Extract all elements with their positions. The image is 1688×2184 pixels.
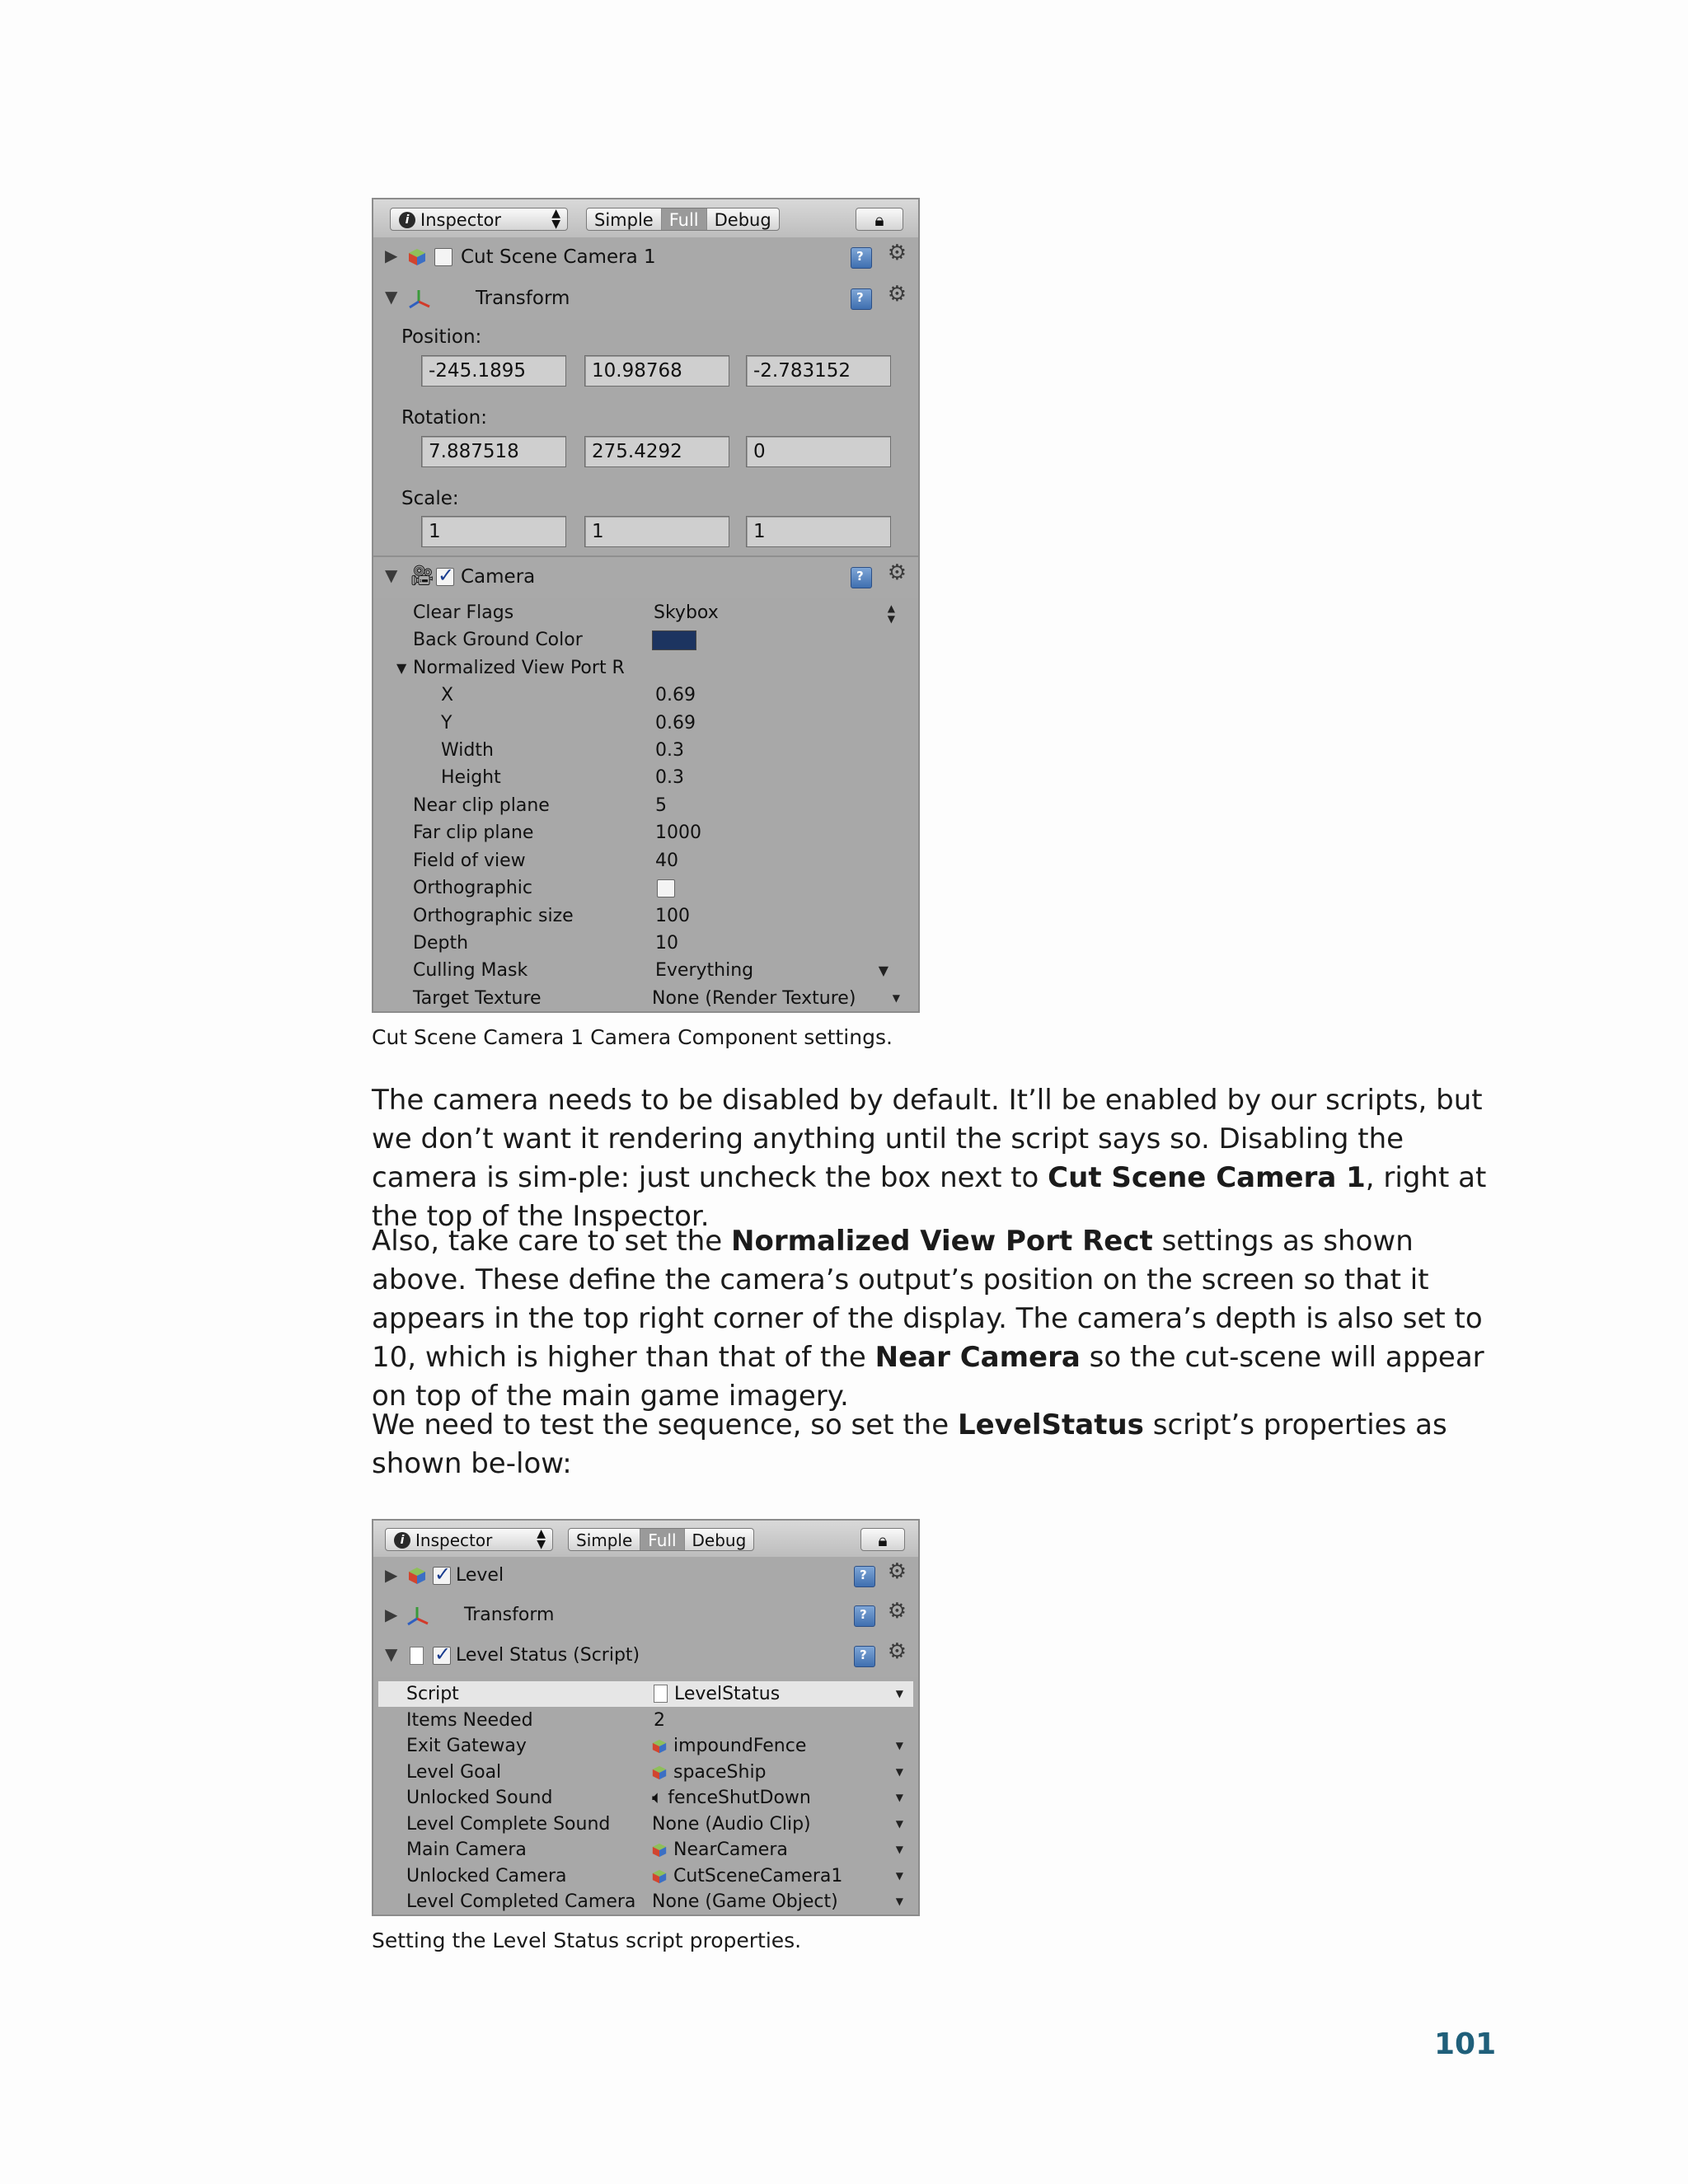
expand-triangle-icon[interactable]: ▶ [385,1565,398,1585]
dropdown-arrow-icon[interactable]: ▼ [895,1896,903,1907]
gameobject-cube-icon [408,248,426,266]
gear-icon[interactable]: ⚙ [887,1639,907,1664]
script-properties [373,1681,918,1916]
gear-icon[interactable]: ⚙ [887,282,907,307]
rotation-z-field[interactable]: 0 [746,436,891,467]
prop-label: Field of view [413,851,526,871]
orthographic-checkbox[interactable] [657,879,675,898]
prop-row-unlocked-camera[interactable] [373,1863,918,1889]
expand-triangle-icon[interactable]: ▶ [385,246,398,265]
camera-header [373,555,918,598]
collapse-triangle-icon[interactable]: ▼ [396,660,407,676]
rotation-label: Rotation: [401,407,487,429]
bold-term: Cut Scene Camera 1 [1048,1161,1366,1194]
scale-label: Scale: [401,488,459,509]
prop-value: 1000 [655,823,701,843]
mode-full-button[interactable]: Full [661,209,706,230]
mode-debug-button[interactable]: Debug [684,1529,754,1550]
camera-title: Camera [461,566,536,588]
prop-row-x[interactable] [373,682,918,708]
position-z-field[interactable]: -2.783152 [746,355,891,387]
gameobject-active-checkbox[interactable] [433,1567,451,1585]
prop-value [652,1760,767,1785]
prop-label: Level Goal [406,1761,502,1783]
prop-row-height[interactable] [373,765,918,790]
prop-label: Normalized View Port R [413,658,625,678]
camera-icon: 🎥︎ [410,564,435,587]
gameobject-cube-icon [408,1567,426,1585]
gear-icon[interactable]: ⚙ [887,241,907,265]
script-enabled-checkbox[interactable] [433,1647,451,1665]
help-icon[interactable] [854,1566,875,1587]
lock-icon: 🔒︎ [874,210,884,230]
dropdown-arrow-icon[interactable]: ▼ [895,1869,903,1882]
prop-value: 0.69 [655,685,696,705]
camera-enabled-checkbox[interactable] [436,568,454,586]
info-icon: i [394,1532,410,1549]
inspector-panel-level-status [372,1519,920,1916]
collapse-triangle-icon[interactable]: ▼ [385,287,398,307]
prop-row-near-clip[interactable] [373,793,918,818]
script-component-header [373,1636,918,1677]
prop-row-viewport-rect[interactable] [373,655,918,681]
help-icon[interactable] [851,567,872,588]
updown-arrows-icon: ▲ ▼ [537,1528,546,1551]
help-icon[interactable] [854,1605,875,1627]
cube-icon [652,1765,667,1780]
prop-value [652,1733,806,1759]
mode-debug-button[interactable]: Debug [706,209,779,230]
dropdown-arrow-icon[interactable]: ▼ [895,1688,903,1699]
updown-arrows-icon: ▲ ▼ [887,602,895,625]
prop-row-field-of-view[interactable] [373,848,918,874]
mode-switcher [568,1528,754,1551]
inspector-toolbar [373,1521,918,1558]
prop-label: Main Camera [406,1840,527,1860]
prop-label: Level Completed Camera [406,1891,636,1912]
transform-title: Transform [476,288,570,309]
dropdown-arrow-icon[interactable]: ▼ [895,1844,903,1855]
prop-value: None (Render Texture) [652,988,856,1009]
script-file-icon [410,1647,424,1665]
mode-full-button[interactable]: Full [640,1529,683,1550]
inspector-toolbar [373,199,918,239]
prop-row-background-color[interactable] [373,627,918,653]
position-label: Position: [401,326,482,348]
transform-header [373,279,918,320]
expand-triangle-icon[interactable]: ▶ [385,1605,398,1624]
prop-value: None (Game Object) [652,1891,838,1912]
figure-caption-2: Setting the Level Status script properties. [372,1929,802,1952]
transform-axes-icon [406,1605,429,1627]
object-ref: fenceShutDown [668,1788,811,1808]
prop-row-level-completed-camera[interactable] [373,1889,918,1915]
gear-icon[interactable]: ⚙ [887,1599,907,1624]
dropdown-arrow-icon[interactable]: ▼ [878,963,889,978]
position-y-field[interactable]: 10.98768 [584,355,729,387]
gear-icon[interactable]: ⚙ [887,1559,907,1584]
camera-properties [373,600,918,1012]
lock-icon: 🔒︎ [878,1530,888,1550]
help-icon[interactable] [851,288,872,310]
gameobject-header [373,237,918,280]
prop-value: 0.3 [655,740,684,761]
inspector-tab-label: Inspector [420,210,501,230]
info-icon: i [399,212,415,228]
text: Also, take care to set the [372,1225,732,1258]
cube-icon [652,1843,667,1858]
lock-button[interactable] [856,208,903,231]
bold-term: Near Camera [874,1341,1081,1374]
prop-label: Far clip plane [413,823,534,843]
prop-label: Width [441,740,494,761]
prop-row-y[interactable] [373,710,918,736]
collapse-triangle-icon[interactable]: ▼ [385,1644,398,1664]
updown-arrows-icon: ▲ ▼ [551,208,560,231]
gameobject-name: Level [456,1565,504,1586]
paragraph-1 [372,1081,1501,1236]
prop-label: Unlocked Camera [406,1865,567,1886]
prop-label: Level Complete Sound [406,1813,611,1835]
prop-label: Target Texture [413,988,542,1009]
mode-simple-button[interactable]: Simple [594,210,654,230]
dropdown-arrow-icon[interactable]: ▼ [895,1817,903,1830]
prop-label: Script [406,1684,459,1704]
paragraph-3 [372,1406,1501,1483]
inspector-tab-dropdown[interactable] [390,208,568,231]
dropdown-arrow-icon[interactable]: ▼ [892,992,900,1004]
prop-label: Orthographic size [413,906,574,926]
prop-value [652,1837,788,1863]
prop-label: Exit Gateway [406,1736,527,1756]
lock-button[interactable] [860,1528,905,1551]
transform-title: Transform [464,1605,555,1625]
prop-row-main-camera[interactable] [373,1837,918,1863]
cube-icon [652,1869,667,1884]
prop-label: Culling Mask [413,960,528,981]
rotation-x-field[interactable]: 7.887518 [421,436,566,467]
text: The camera needs to be disabled by default. It’ll be enabled by our scripts, but we don’t want it rendering anything until the script says so. Disabling the camera is sim-ple: just uncheck the box next to [372,1084,1483,1194]
page-number: 101 [1434,2027,1497,2061]
prop-row-orthographic-size[interactable] [373,903,918,929]
script-icon [654,1685,668,1703]
prop-label: Back Ground Color [413,630,583,650]
text: settings as shown above. These define the camera’s output’s position on the screen so that it appears in the top right corner of the display. The camera’s depth is also set to 10, which is higher than that of the [372,1225,1483,1374]
prop-value: 40 [655,851,678,871]
prop-label: X [441,685,454,705]
gear-icon[interactable]: ⚙ [887,560,907,585]
prop-label: Y [441,713,452,733]
text: We need to test the sequence, so set the [372,1408,958,1441]
help-icon[interactable] [851,247,872,269]
object-ref: spaceShip [673,1761,767,1783]
text: so the cut-scene will appear on top of the main game imagery. [372,1341,1484,1413]
prop-value [652,1863,842,1889]
help-icon[interactable] [854,1646,875,1667]
prop-label: Depth [413,933,469,954]
prop-label: Near clip plane [413,795,550,816]
mode-simple-button[interactable]: Simple [576,1530,633,1550]
prop-row-depth[interactable] [373,930,918,956]
paragraph-2 [372,1222,1501,1416]
text: script’s properties as shown be-low: [372,1408,1447,1480]
rotation-y-field[interactable]: 275.4292 [584,436,729,467]
cube-icon [652,1739,667,1754]
script-name: LevelStatus [674,1684,781,1704]
transform-axes-icon [408,288,431,310]
prop-label: Items Needed [406,1709,533,1731]
prop-row-level-goal[interactable] [373,1760,918,1785]
dropdown-arrow-icon[interactable]: ▼ [895,1740,903,1751]
prop-value: 100 [655,906,690,926]
dropdown-arrow-icon[interactable]: ▼ [895,1792,903,1803]
prop-row-level-complete-sound[interactable] [373,1811,918,1837]
prop-value [654,1681,780,1707]
prop-label: Clear Flags [413,602,514,623]
dropdown-arrow-icon[interactable]: ▼ [895,1765,903,1778]
transform-header [373,1596,918,1638]
position-x-field[interactable]: -245.1895 [421,355,566,387]
prop-value: 0.69 [655,713,696,733]
prop-label: Height [441,767,501,788]
gameobject-name: Cut Scene Camera 1 [461,246,656,268]
prop-value: 0.3 [655,767,684,788]
inspector-panel-camera [372,198,920,1013]
prop-value: Everything [655,960,754,981]
prop-row-script[interactable] [378,1681,913,1707]
prop-row-culling-mask[interactable] [373,958,918,983]
prop-row-target-texture[interactable] [373,986,918,1011]
prop-value: Skybox [654,602,719,623]
script-component-title: Level Status (Script) [456,1645,640,1666]
prop-row-far-clip[interactable] [373,820,918,846]
prop-value: 5 [655,795,667,816]
prop-row-exit-gateway[interactable] [373,1733,918,1759]
prop-row-clear-flags[interactable] [373,600,918,626]
speaker-icon: 🔈︎ [652,1788,663,1808]
prop-value: 10 [655,933,678,954]
bold-term: LevelStatus [957,1408,1144,1441]
prop-label: Unlocked Sound [406,1788,553,1808]
prop-row-width[interactable] [373,738,918,763]
background-color-swatch[interactable] [652,630,696,650]
object-ref: NearCamera [673,1840,788,1860]
bold-term: Normalized View Port Rect [731,1225,1153,1258]
mode-switcher [586,208,780,231]
prop-value: None (Audio Clip) [652,1813,811,1835]
inspector-tab-dropdown[interactable] [385,1528,553,1551]
prop-row-items-needed[interactable] [373,1708,918,1733]
prop-value [652,1785,811,1811]
scale-z-field[interactable]: 1 [746,516,891,547]
gameobject-header [373,1557,918,1598]
prop-row-orthographic[interactable] [373,875,918,901]
prop-row-unlocked-sound[interactable] [373,1785,918,1811]
prop-label: Orthographic [413,878,532,898]
gameobject-active-checkbox[interactable] [434,248,452,266]
figure-caption-1: Cut Scene Camera 1 Camera Component settings. [372,1025,893,1049]
object-ref: impoundFence [673,1736,807,1756]
scale-x-field[interactable]: 1 [421,516,566,547]
collapse-triangle-icon[interactable]: ▼ [385,565,398,585]
inspector-tab-label: Inspector [415,1530,493,1550]
object-ref: CutSceneCamera1 [673,1865,843,1886]
scale-y-field[interactable]: 1 [584,516,729,547]
text: , right at the top of the Inspector. [372,1161,1487,1233]
prop-value: 2 [654,1709,665,1731]
